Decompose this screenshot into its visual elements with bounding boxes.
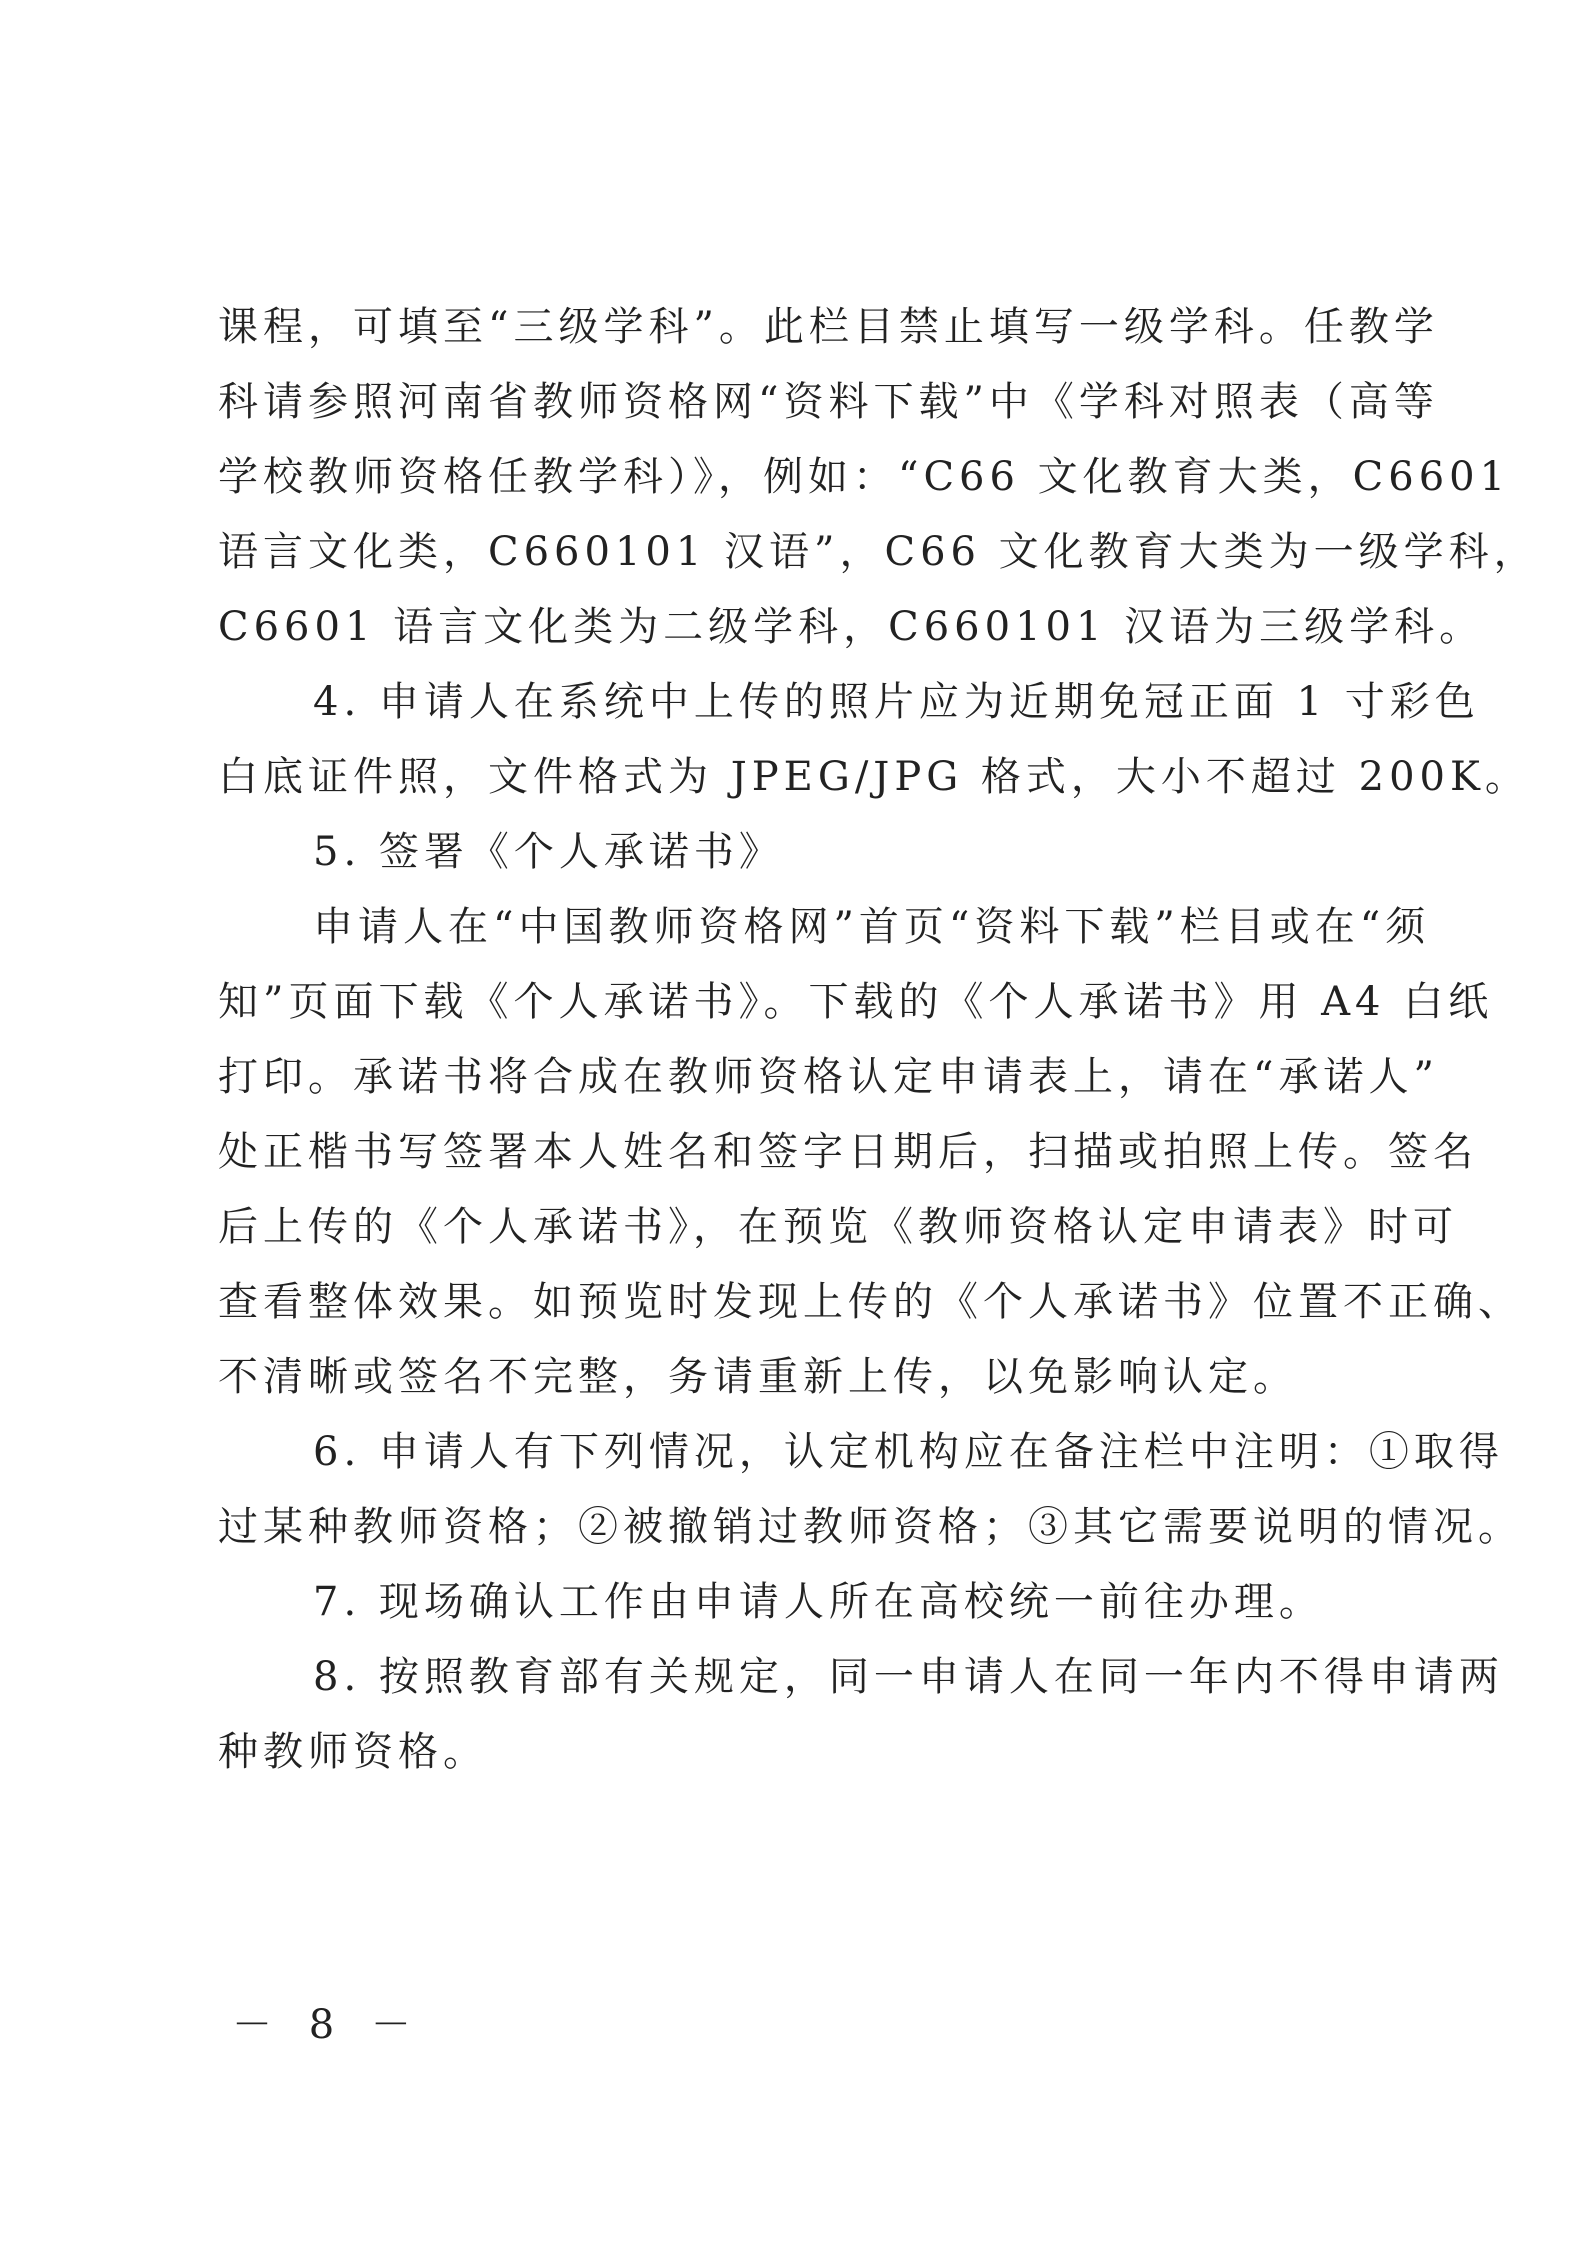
text-line: 后上传的《个人承诺书》，在预览《教师资格认定申请表》时可: [218, 1204, 1458, 1250]
paragraph-start-line: 申请人在“中国教师资格网”首页“资料下载”栏目或在“须: [313, 904, 1431, 950]
text-line: 不清晰或签名不完整，务请重新上传，以免影响认定。: [218, 1354, 1298, 1400]
item-6-line: 6. 申请人有下列情况，认定机构应在备注栏中注明：①取得: [313, 1429, 1504, 1475]
text-line: C6601 语言文化类为二级学科，C660101 汉语为三级学科。: [218, 604, 1485, 650]
text-line: 种教师资格。: [218, 1729, 488, 1775]
text-line: 过某种教师资格；②被撤销过教师资格；③其它需要说明的情况。: [218, 1504, 1523, 1550]
text-line: 处正楷书写签署本人姓名和签字日期后，扫描或拍照上传。签名: [218, 1129, 1478, 1175]
item-7-line: 7. 现场确认工作由申请人所在高校统一前往办理。: [313, 1579, 1324, 1625]
text-line: 课程，可填至“三级学科”。此栏目禁止填写一级学科。任教学: [218, 304, 1439, 350]
text-line: 科请参照河南省教师资格网“资料下载”中《学科对照表（高等: [218, 379, 1439, 425]
text-line: 白底证件照，文件格式为 JPEG/JPG 格式，大小不超过 200K。: [218, 754, 1530, 800]
text-line: 打印。承诺书将合成在教师资格认定申请表上，请在“承诺人”: [218, 1054, 1439, 1100]
item-5-heading: 5. 签署《个人承诺书》: [313, 829, 784, 875]
document-body: [218, 290, 1539, 1790]
text-line: 学校教师资格任教学科）》，例如：“C66 文化教育大类，C6601: [218, 454, 1511, 500]
text-line: 知”页面下载《个人承诺书》。下载的《个人承诺书》用 A4 白纸: [218, 979, 1494, 1025]
text-line: 语言文化类，C660101 汉语”，C66 文化教育大类为一级学科，: [218, 529, 1539, 575]
text-line: 查看整体效果。如预览时发现上传的《个人承诺书》位置不正确、: [218, 1279, 1523, 1325]
item-4-line: 4. 申请人在系统中上传的照片应为近期免冠正面 1 寸彩色: [313, 679, 1480, 725]
item-8-line: 8. 按照教育部有关规定，同一申请人在同一年内不得申请两: [313, 1654, 1504, 1700]
page-number: － 8 －: [232, 2002, 423, 2048]
